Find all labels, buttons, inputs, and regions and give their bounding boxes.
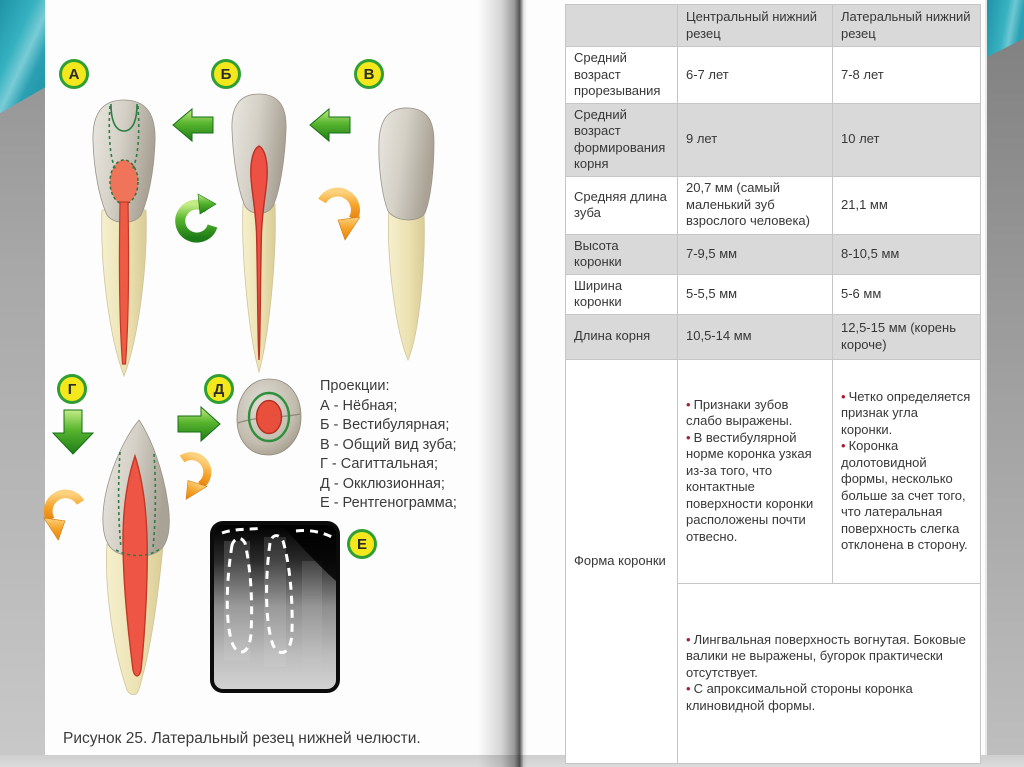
bullet-item: • Признаки зубов слабо выражены.	[686, 396, 793, 429]
legend-item: Г - Сагиттальная;	[320, 456, 438, 472]
tooth-vestibular-view-image	[226, 92, 292, 376]
projection-badge-a: А	[59, 59, 89, 89]
bullet-marker: •	[686, 681, 691, 697]
bullet-marker: •	[686, 396, 691, 412]
cell-lateral: 12,5-15 мм (корень короче)	[833, 314, 981, 359]
green-left-arrow-icon	[171, 105, 215, 145]
cell-lateral: 8-10,5 мм	[833, 234, 981, 274]
table-header-lateral-incisor: Латеральный нижний резец	[833, 5, 981, 47]
orange-curved-arrow-icon	[314, 186, 360, 244]
legend-title: Проекции:	[320, 378, 390, 394]
bullet-item: • Коронка долотовидной формы, несколько больше за счет того, что латеральная поверхность слегка отклонена в сторону.	[841, 438, 968, 552]
figure-caption: Рисунок 25. Латеральный резец нижней челюсти.	[63, 730, 421, 747]
legend-item: Д - Окклюзионная;	[320, 475, 445, 492]
bullet-marker: •	[686, 631, 691, 647]
green-rotate-arrow-icon	[170, 190, 220, 246]
tooth-sagittal-view-image	[92, 418, 178, 698]
row-label: Высота коронки	[566, 234, 678, 274]
projection-badge-e: Е	[347, 529, 377, 559]
projection-badge-b: Б	[211, 59, 241, 89]
background-right-margin	[985, 0, 1024, 767]
cell-central-bullets	[678, 359, 833, 583]
cell-central: 20,7 мм (самый маленький зуб взрослого человека)	[678, 176, 833, 234]
cell-central: 5-5,5 мм	[678, 274, 833, 314]
cell-central: 9 лет	[678, 103, 833, 176]
bullet-marker: •	[686, 429, 691, 445]
row-label: Длина корня	[566, 314, 678, 359]
projection-badge-v: В	[354, 59, 384, 89]
row-label: Средний возраст прорезывания	[566, 47, 678, 104]
bullet-item: • В вестибулярной норме коронка узкая из-за того, что контактные поверхности коронки расположены почти отвесно.	[686, 429, 814, 544]
legend-item: В - Общий вид зуба;	[320, 436, 457, 453]
row-label: Форма коронки	[566, 359, 678, 763]
green-down-arrow-icon	[50, 408, 96, 456]
cell-central: 10,5-14 мм	[678, 314, 833, 359]
background-left-margin	[0, 0, 45, 767]
bullet-item: • С апроксимальной стороны коронка клиновидной формы.	[686, 681, 913, 713]
table-header-row	[566, 5, 981, 47]
tooth-general-view-image	[372, 106, 440, 364]
bullet-item: • Лингвальная поверхность вогнутая. Боковые валики не выражены, бугорок практически отсутствует.	[686, 631, 966, 680]
legend-item: Е - Рентгенограмма;	[320, 495, 457, 511]
projection-badge-d: Д	[204, 374, 234, 404]
cell-lateral-bullets	[833, 359, 981, 583]
row-label: Ширина коронки	[566, 274, 678, 314]
row-label: Средний возраст формирования корня	[566, 103, 678, 176]
table-row	[566, 314, 981, 359]
projection-legend	[320, 377, 505, 514]
table-row-crown-form	[566, 359, 981, 583]
row-label: Средняя длина зуба	[566, 176, 678, 234]
incisor-comparison-table	[565, 4, 981, 764]
cell-lateral: 7-8 лет	[833, 47, 981, 104]
table-row	[566, 274, 981, 314]
bullet-item: • Четко определяется признак угла коронки.	[841, 388, 971, 437]
tooth-occlusal-view-image	[232, 376, 306, 458]
cell-central: 7-9,5 мм	[678, 234, 833, 274]
cell-lateral: 21,1 мм	[833, 176, 981, 234]
cell-merged-bullets	[678, 583, 981, 763]
table-row	[566, 176, 981, 234]
table-header-empty-cell	[566, 5, 678, 47]
table-row	[566, 234, 981, 274]
orange-curved-arrow-icon	[42, 488, 90, 544]
legend-item: Б - Вестибулярная;	[320, 417, 450, 433]
projection-badge-g: Г	[57, 374, 87, 404]
table-header-central-incisor: Центральный нижний резец	[678, 5, 833, 47]
tooth-palatal-view-image	[86, 98, 162, 380]
bullet-marker: •	[841, 438, 846, 453]
green-left-arrow-icon	[308, 105, 352, 145]
bullet-marker: •	[841, 388, 846, 404]
table-row	[566, 47, 981, 104]
cell-lateral: 10 лет	[833, 103, 981, 176]
legend-item: А - Нёбная;	[320, 397, 398, 414]
xray-radiograph-image	[210, 521, 340, 693]
green-right-arrow-icon	[176, 403, 222, 445]
table-row	[566, 103, 981, 176]
cell-lateral: 5-6 мм	[833, 274, 981, 314]
cell-central: 6-7 лет	[678, 47, 833, 104]
